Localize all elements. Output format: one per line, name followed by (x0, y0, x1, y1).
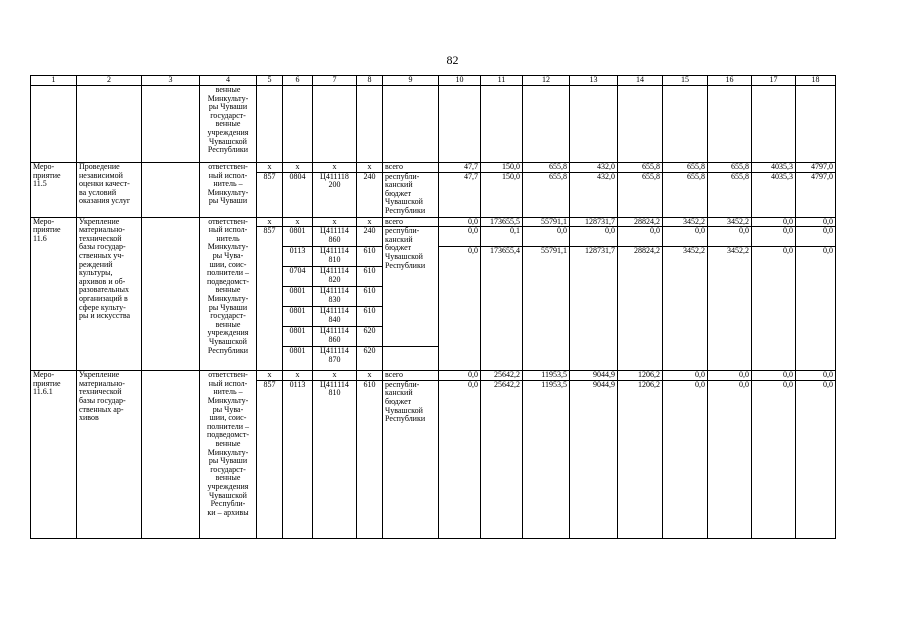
cell-code: 610 (357, 307, 383, 327)
cell-line: Республики (385, 260, 426, 270)
cell-code: x (283, 371, 313, 381)
cell-value: 0,0 (663, 227, 708, 247)
cell-line: венные (215, 438, 241, 448)
cell-value: 3452,2 (663, 217, 708, 227)
cell-empty (708, 86, 752, 163)
cell-value: 0,0 (708, 227, 752, 247)
cell-line: Чувашской (209, 136, 247, 146)
cell-value: 655,8 (618, 172, 663, 217)
budget-table (30, 75, 836, 539)
cell-line: Республи- (210, 499, 246, 509)
cell-line: Ц411114 (320, 306, 349, 316)
cell-value: 0,0 (618, 227, 663, 247)
cell-line: государст- (210, 110, 246, 120)
cell-line: материально- (79, 225, 125, 235)
cell-value: 173655,5 (481, 217, 523, 227)
cell-line: нитель (216, 233, 240, 243)
cell-line: хивов (79, 413, 99, 423)
cell-value: 0,0 (663, 371, 708, 381)
cell-value: 0,0 (570, 227, 618, 247)
cell-line: венные (215, 285, 241, 295)
cell-line: ры Чува- (212, 404, 244, 414)
cell-code: 857 (257, 227, 283, 371)
cell-line: 11.5 (33, 179, 47, 189)
cell-value: 432,0 (570, 172, 618, 217)
cell-value: 128731,7 (570, 217, 618, 227)
cell-line: Чувашской (385, 197, 423, 207)
continuation-row (31, 86, 836, 163)
cell-line: Проведение (79, 162, 120, 171)
cell-code: x (283, 217, 313, 227)
cell-value: 11953,5 (523, 371, 570, 381)
col-header: 10 (439, 76, 481, 86)
col-header: 14 (618, 76, 663, 86)
cell-line: ры Чуваши (208, 196, 248, 206)
page-number: 82 (446, 53, 459, 67)
cell-value: 9044,9 (570, 371, 618, 381)
cell-line: 200 (328, 180, 341, 190)
cell-empty (77, 86, 142, 163)
cell-line: 11.6 (33, 233, 47, 243)
cell-value: 1206,2 (618, 371, 663, 381)
cell-empty (313, 86, 357, 163)
cell-line: учреждения (207, 127, 249, 137)
cell-code: 240 (357, 227, 383, 247)
cell-empty (142, 371, 200, 539)
cell-line: Республики (385, 205, 426, 215)
col-header: 15 (663, 76, 708, 86)
cell-empty (142, 163, 200, 218)
cell-line: ки – архивы (207, 507, 249, 517)
cell-line: государст- (210, 464, 246, 474)
cell-code (313, 327, 357, 347)
cell-line: 810 (328, 254, 341, 264)
cell-source (383, 380, 439, 538)
cell-code: x (357, 217, 383, 227)
cell-line: учреждения (207, 481, 249, 491)
cell-line: ответствен- (208, 370, 248, 380)
cell-line: Чувашской (209, 336, 247, 346)
cell-code: x (257, 217, 283, 227)
cell-empty (663, 86, 708, 163)
cell-line: ный испол- (208, 225, 248, 235)
cell-code: 240 (357, 172, 383, 217)
cell-line: 830 (328, 294, 341, 304)
cell-line: государст- (210, 311, 246, 321)
cell-line: Меро- (33, 162, 55, 171)
table-row (31, 163, 836, 173)
cell-code: 620 (357, 347, 383, 371)
cell-line: ры Чуваши (208, 456, 248, 466)
col-header: 2 (77, 76, 142, 86)
cell-value: 0,0 (523, 227, 570, 247)
cell-line: материально- (79, 378, 125, 388)
cell-code: 0801 (283, 327, 313, 347)
cell-empty (481, 86, 523, 163)
cell-line: ры Чуваши (208, 102, 248, 112)
table-row (31, 371, 836, 381)
cell-value: 0,0 (752, 247, 796, 371)
col-header: 13 (570, 76, 618, 86)
cell-value: 1206,2 (618, 380, 663, 538)
cell-line: Ц411114 (320, 346, 349, 356)
cell-line: бюджет (385, 188, 412, 198)
cell-empty (752, 86, 796, 163)
cell-line: бюджет (385, 396, 412, 406)
cell-value: 0,0 (796, 217, 836, 227)
cell-line: организаций в (79, 293, 128, 303)
cell-line: ный испол- (208, 170, 248, 180)
cell-code: x (257, 163, 283, 173)
cell-value: 0,0 (752, 227, 796, 247)
table-row (31, 217, 836, 227)
cell-line: шии, соис- (209, 259, 247, 269)
col-header: 1 (31, 76, 77, 86)
cell-line: Республики (385, 414, 426, 424)
cell-line: реждений (79, 259, 113, 269)
cell-value: 150,0 (481, 172, 523, 217)
cell-value: 150,0 (481, 163, 523, 173)
cell-code (313, 267, 357, 287)
cell-value: 655,8 (663, 172, 708, 217)
cell-value: 655,8 (523, 163, 570, 173)
cell-code: x (357, 371, 383, 381)
cell-line: культуры, (79, 268, 113, 278)
cell-line: 810 (328, 388, 341, 398)
cell-code: x (313, 371, 357, 381)
cell-line: полнители – (206, 421, 250, 431)
cell-line: республи- (385, 172, 420, 181)
cell-code: 610 (357, 267, 383, 287)
cell-line: Минкульту- (207, 447, 249, 457)
cell-value: 0,0 (752, 371, 796, 381)
col-header: 6 (283, 76, 313, 86)
cell-line: Республики (207, 145, 249, 155)
cell-activity-name (31, 371, 77, 539)
cell-value: 0,0 (439, 247, 481, 371)
cell-value: 0,0 (708, 380, 752, 538)
cell-code (313, 227, 357, 247)
cell-line: канский (385, 234, 413, 244)
cell-line: Чувашской (209, 490, 247, 500)
cell-empty (796, 86, 836, 163)
cell-value: 0,0 (752, 380, 796, 538)
cell-line: архивов и об- (79, 276, 126, 286)
cell-line: подведомст- (207, 430, 249, 440)
cell-value: 655,8 (523, 172, 570, 217)
cell-value: 28824,2 (618, 217, 663, 227)
cell-line: 840 (328, 314, 341, 324)
cell-value: 0,0 (439, 217, 481, 227)
cell-value: 655,8 (708, 172, 752, 217)
cell-source (383, 227, 439, 347)
cell-value: 0,0 (439, 371, 481, 381)
cell-value: 3452,2 (663, 247, 708, 371)
cell-activity-name (31, 163, 77, 218)
cell-line: Укрепление (79, 370, 120, 380)
cell-line: Ц411114 (320, 326, 349, 336)
cell-executor (200, 86, 257, 163)
cell-source: всего (383, 217, 439, 227)
cell-line: оказания услуг (79, 196, 131, 206)
cell-line: Минкульту- (207, 93, 249, 103)
cell-code (313, 247, 357, 267)
col-header: 3 (142, 76, 200, 86)
cell-value: 655,8 (708, 163, 752, 173)
cell-code: 0704 (283, 267, 313, 287)
cell-code: 857 (257, 172, 283, 217)
cell-code: 0804 (283, 172, 313, 217)
cell-source (383, 172, 439, 217)
cell-line: нитель – (213, 387, 243, 397)
cell-value: 4797,0 (796, 163, 836, 173)
cell-code (313, 287, 357, 307)
cell-line: Ц411114 (320, 246, 349, 256)
cell-code (313, 347, 357, 371)
cell-value: 25642,2 (481, 371, 523, 381)
col-header: 9 (383, 76, 439, 86)
cell-line: приятие (33, 378, 61, 388)
cell-line: венные (215, 319, 241, 329)
cell-code (313, 172, 357, 217)
cell-empty (257, 86, 283, 163)
cell-value: 0,0 (439, 227, 481, 247)
cell-source: всего (383, 371, 439, 381)
cell-line: ный испол- (208, 378, 248, 388)
cell-line: республи- (385, 226, 420, 236)
cell-value: 0,0 (439, 380, 481, 538)
col-header: 4 (200, 76, 257, 86)
cell-line: полнители – (206, 268, 250, 278)
cell-empty (283, 86, 313, 163)
cell-value: 655,8 (663, 163, 708, 173)
cell-line: шии, соис- (209, 413, 247, 423)
cell-value: 4035,3 (752, 163, 796, 173)
cell-line: Минкульту- (207, 395, 249, 405)
cell-code: 610 (357, 380, 383, 538)
cell-value: 3452,2 (708, 217, 752, 227)
cell-value: 25642,2 (481, 380, 523, 538)
cell-line: ры Чуваши (208, 302, 248, 312)
cell-activity-name (31, 217, 77, 371)
cell-value: 9044,9 (570, 380, 618, 538)
col-header: 17 (752, 76, 796, 86)
cell-value: 0,0 (663, 380, 708, 538)
cell-value: 128731,7 (570, 247, 618, 371)
cell-line: независимой (79, 170, 123, 180)
cell-code: 0801 (283, 347, 313, 371)
cell-line: бюджет (385, 243, 412, 253)
col-header: 16 (708, 76, 752, 86)
cell-line: Ц411118 (320, 172, 349, 181)
cell-line: Ц411114 (320, 266, 349, 276)
cell-activity-title (77, 371, 142, 539)
cell-value: 55791,1 (523, 247, 570, 371)
cell-empty (570, 86, 618, 163)
cell-line: сфере культу- (79, 302, 126, 312)
header-row (31, 76, 836, 86)
cell-code: 0113 (283, 247, 313, 267)
cell-code: 610 (357, 287, 383, 307)
cell-empty (523, 86, 570, 163)
cell-line: 860 (328, 334, 341, 344)
cell-empty (142, 217, 200, 371)
cell-line: 860 (328, 234, 341, 244)
cell-code: 857 (257, 380, 283, 538)
cell-line: канский (385, 180, 413, 190)
cell-line: 870 (328, 354, 341, 364)
cell-line: Минкульту- (207, 187, 249, 197)
cell-code: 0113 (283, 380, 313, 538)
cell-line: ры и искусства (79, 311, 131, 321)
cell-executor (200, 163, 257, 218)
cell-code: 0801 (283, 287, 313, 307)
cell-value: 0,1 (481, 227, 523, 247)
cell-value: 55791,1 (523, 217, 570, 227)
cell-code: x (357, 163, 383, 173)
cell-line: венные (215, 119, 241, 129)
cell-line: Меро- (33, 370, 55, 380)
cell-empty (357, 86, 383, 163)
cell-executor (200, 217, 257, 371)
cell-value: 0,0 (796, 380, 836, 538)
cell-line: Минкульту- (207, 293, 249, 303)
cell-line: Ц411114 (320, 380, 349, 389)
cell-code (313, 380, 357, 538)
cell-line: 820 (328, 274, 341, 284)
cell-value: 0,0 (796, 371, 836, 381)
col-header: 12 (523, 76, 570, 86)
cell-line: канский (385, 388, 413, 398)
cell-value: 47,7 (439, 163, 481, 173)
cell-line: технической (79, 387, 122, 397)
cell-value: 655,8 (618, 163, 663, 173)
cell-line: технической (79, 233, 122, 243)
col-header: 7 (313, 76, 357, 86)
col-header: 18 (796, 76, 836, 86)
cell-empty (31, 86, 77, 163)
cell-line: ответствен- (208, 217, 248, 226)
cell-activity-title (77, 217, 142, 371)
cell-value: 0,0 (752, 217, 796, 227)
cell-value: 47,7 (439, 172, 481, 217)
cell-value: 4797,0 (796, 172, 836, 217)
cell-activity-title (77, 163, 142, 218)
cell-code: 0801 (283, 227, 313, 247)
cell-value: 432,0 (570, 163, 618, 173)
cell-value: 0,0 (796, 227, 836, 247)
cell-value: 11953,5 (523, 380, 570, 538)
cell-line: приятие (33, 225, 61, 235)
cell-value: 0,0 (708, 371, 752, 381)
col-header: 11 (481, 76, 523, 86)
cell-line: приятие (33, 170, 61, 180)
cell-empty (383, 86, 439, 163)
col-header: 5 (257, 76, 283, 86)
cell-empty (383, 347, 439, 371)
cell-line: ственных ар- (79, 404, 124, 414)
cell-line: Республики (207, 345, 249, 355)
cell-empty (439, 86, 481, 163)
cell-empty (142, 86, 200, 163)
cell-value: 3452,2 (708, 247, 752, 371)
cell-code: x (313, 163, 357, 173)
cell-line: Укрепление (79, 217, 120, 226)
cell-line: нитель – (213, 179, 243, 189)
cell-executor (200, 371, 257, 539)
cell-line: ва условий (79, 187, 117, 197)
cell-line: ответствен- (208, 162, 248, 171)
cell-line: ственных уч- (79, 250, 124, 260)
cell-line: венные (215, 473, 241, 483)
cell-line: базы государ- (79, 242, 126, 252)
cell-line: базы государ- (79, 395, 126, 405)
cell-code: x (257, 371, 283, 381)
cell-empty (618, 86, 663, 163)
cell-code: 610 (357, 247, 383, 267)
cell-line: Чувашской (385, 251, 423, 261)
cell-line: Чувашской (385, 405, 423, 415)
cell-source: всего (383, 163, 439, 173)
cell-line: венные (215, 85, 241, 94)
cell-value: 173655,4 (481, 247, 523, 371)
cell-line: разовательных (79, 285, 130, 295)
cell-value: 0,0 (796, 247, 836, 371)
cell-line: учреждения (207, 328, 249, 338)
cell-code (313, 307, 357, 327)
cell-code: x (283, 163, 313, 173)
cell-line: Ц411114 (320, 226, 349, 236)
col-header: 8 (357, 76, 383, 86)
cell-line: республи- (385, 380, 420, 389)
cell-line: 11.6.1 (33, 387, 53, 397)
cell-line: подведомст- (207, 276, 249, 286)
cell-code: x (313, 217, 357, 227)
cell-code: 620 (357, 327, 383, 347)
cell-line: оценки качест- (79, 179, 130, 189)
cell-line: Минкульту- (207, 242, 249, 252)
cell-line: ры Чува- (212, 250, 244, 260)
cell-code: 0801 (283, 307, 313, 327)
cell-value: 28824,2 (618, 247, 663, 371)
cell-line: Меро- (33, 217, 55, 226)
cell-value: 4035,3 (752, 172, 796, 217)
cell-line: Ц411114 (320, 286, 349, 296)
